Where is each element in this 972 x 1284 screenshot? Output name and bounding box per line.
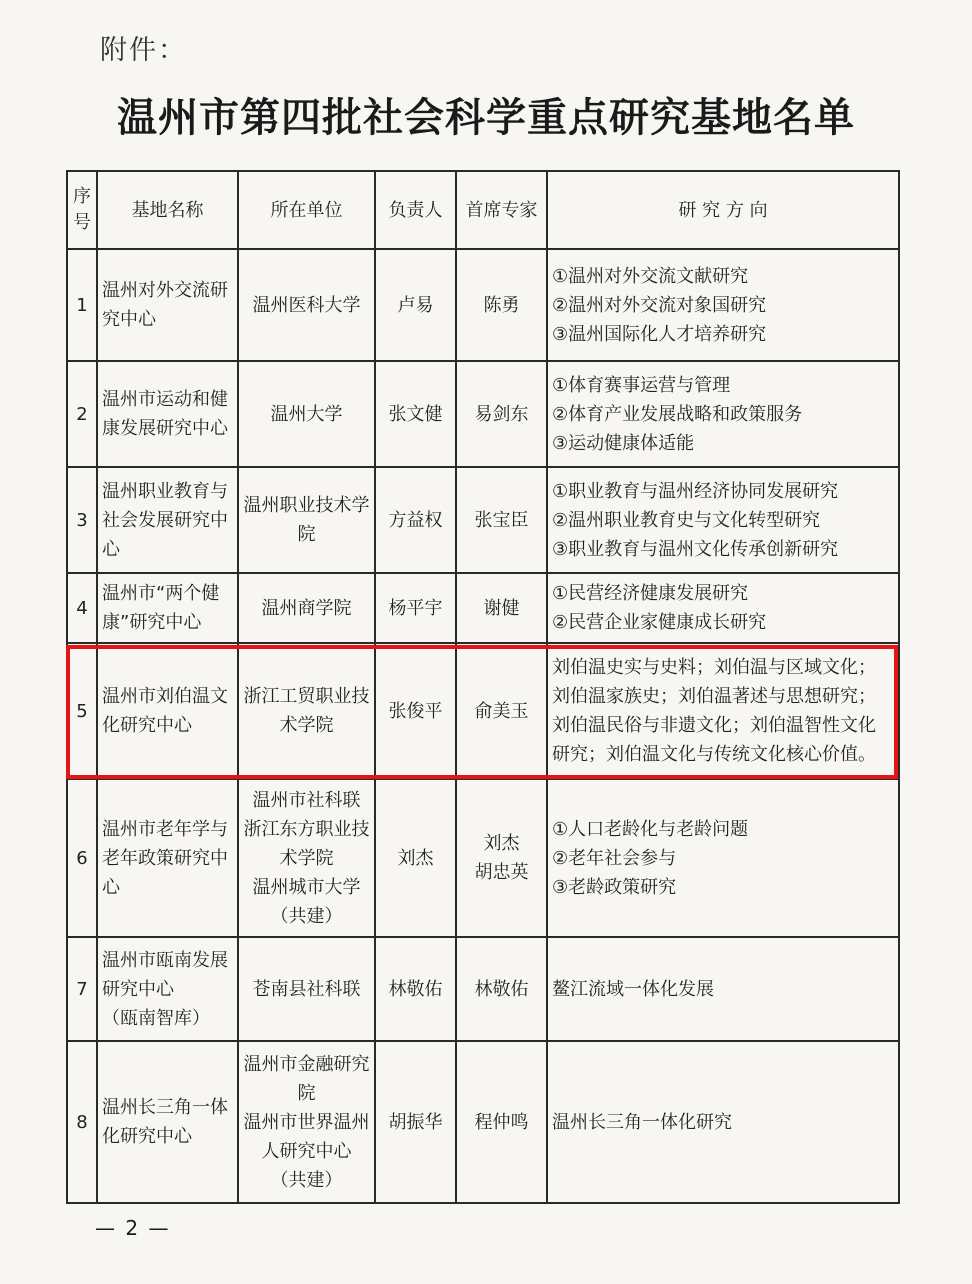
cell-base-name-line: 究中心 <box>102 309 156 330</box>
cell-research-direction <box>547 779 899 937</box>
cell-base-name-line: 化研究中心 <box>102 1126 192 1147</box>
cell-base-name-line: 温州市老年学与 <box>102 818 228 840</box>
cell-leader-line: 杨平宇 <box>388 597 443 619</box>
cell-leader <box>375 937 456 1041</box>
cell-research-direction <box>547 467 899 573</box>
cell-research-direction-line: ③老龄政策研究 <box>552 876 677 898</box>
cell-leader <box>375 779 456 937</box>
cell-chief-expert-line: 刘杰 <box>483 833 520 854</box>
cell-research-direction-line: 刘伯温家族史；刘伯温著述与思想研究； <box>552 686 876 707</box>
header-chief-expert: 首席专家 <box>456 171 547 249</box>
cell-research-direction-line: ②老年社会参与 <box>552 847 677 869</box>
cell-base-name-line: 温州市瓯南发展 <box>102 949 228 971</box>
cell-research-direction-line: ①人口老龄化与老龄问题 <box>552 818 749 840</box>
cell-base-name-line: 心 <box>102 538 120 560</box>
cell-base-name-line: 化研究中心 <box>102 715 192 736</box>
cell-unit-line: 温州职业技术学 <box>243 495 370 516</box>
cell-no: 8 <box>67 1041 97 1203</box>
cell-research-direction <box>547 361 899 467</box>
cell-research-direction <box>547 573 899 643</box>
cell-leader-line: 林敬佑 <box>388 978 443 1000</box>
cell-leader-line: 卢易 <box>397 294 434 316</box>
table-row <box>67 249 899 361</box>
table-row <box>67 779 899 937</box>
cell-base-name <box>97 361 238 467</box>
cell-unit-line: 温州市世界温州 <box>243 1111 370 1133</box>
document-title: 温州市第四批社会科学重点研究基地名单 <box>117 95 855 141</box>
cell-unit-line: 术学院 <box>279 715 334 736</box>
cell-no: 7 <box>67 937 97 1041</box>
cell-research-direction <box>547 937 899 1041</box>
header-leader: 负责人 <box>375 171 456 249</box>
cell-research-direction <box>547 249 899 361</box>
cell-chief-expert <box>456 249 547 361</box>
cell-unit <box>238 937 375 1041</box>
cell-leader-line: 张文健 <box>388 403 443 425</box>
cell-base-name-line: 康”研究中心 <box>102 612 202 633</box>
table-row <box>67 643 899 779</box>
cell-research-direction-line: 研究；刘伯温文化与传统文化核心价值。 <box>552 744 876 765</box>
cell-chief-expert <box>456 573 547 643</box>
cell-unit-line: 温州城市大学 <box>252 876 361 898</box>
cell-chief-expert <box>456 1041 547 1203</box>
cell-chief-expert <box>456 467 547 573</box>
cell-research-direction-line: 鳌江流域一体化发展 <box>552 978 714 1000</box>
cell-unit-line: 温州市金融研究 <box>243 1053 370 1075</box>
cell-research-direction-line: ②民营企业家健康成长研究 <box>552 612 767 633</box>
cell-leader <box>375 361 456 467</box>
table-row <box>67 467 899 573</box>
cell-unit <box>238 249 375 361</box>
cell-base-name-line: 温州市“两个健 <box>102 583 220 604</box>
cell-base-name-line: 温州职业教育与 <box>102 480 228 502</box>
research-base-table <box>66 170 900 1204</box>
cell-base-name <box>97 249 238 361</box>
cell-research-direction-line: 刘伯温史实与史料；刘伯温与区域文化； <box>552 657 876 678</box>
cell-chief-expert-line: 张宝臣 <box>474 509 529 531</box>
cell-unit-line: 浙江工贸职业技 <box>243 686 370 707</box>
cell-base-name-line: 温州长三角一体 <box>102 1097 228 1118</box>
table-row <box>67 573 899 643</box>
cell-research-direction-line: ②温州对外交流对象国研究 <box>552 294 767 316</box>
cell-base-name <box>97 937 238 1041</box>
cell-unit-line: 术学院 <box>279 847 334 869</box>
cell-no: 3 <box>67 467 97 573</box>
cell-chief-expert-line: 易剑东 <box>474 403 529 425</box>
cell-research-direction <box>547 1041 899 1203</box>
header-base-name: 基地名称 <box>97 171 238 249</box>
cell-base-name <box>97 643 238 779</box>
cell-research-direction-line: ①体育赛事运营与管理 <box>552 374 731 396</box>
cell-research-direction-line: ②温州职业教育史与文化转型研究 <box>552 509 821 531</box>
cell-leader <box>375 249 456 361</box>
cell-research-direction-line: 温州长三角一体化研究 <box>552 1111 732 1133</box>
cell-unit-line: 院 <box>297 524 316 545</box>
cell-research-direction-line: 刘伯温民俗与非遗文化；刘伯温智性文化 <box>552 715 876 736</box>
header-unit: 所在单位 <box>238 171 375 249</box>
cell-chief-expert-line: 林敬佑 <box>474 978 529 1000</box>
cell-no: 5 <box>67 643 97 779</box>
cell-research-direction <box>547 643 899 779</box>
cell-base-name-line: 社会发展研究中 <box>102 509 228 531</box>
cell-base-name-line: 温州市运动和健 <box>102 389 228 410</box>
cell-chief-expert-line: 俞美玉 <box>474 700 529 722</box>
cell-unit-line: 温州大学 <box>270 403 343 425</box>
cell-leader <box>375 643 456 779</box>
cell-base-name <box>97 779 238 937</box>
cell-chief-expert-line: 胡忠英 <box>474 862 529 883</box>
attachment-label: 附件： <box>100 35 187 66</box>
cell-unit <box>238 573 375 643</box>
cell-unit <box>238 361 375 467</box>
cell-unit-line: 人研究中心 <box>261 1140 352 1162</box>
cell-leader <box>375 573 456 643</box>
cell-chief-expert <box>456 361 547 467</box>
table-row <box>67 361 899 467</box>
cell-base-name-line: 温州对外交流研 <box>102 280 228 301</box>
cell-unit-line: （共建） <box>270 1169 343 1191</box>
cell-research-direction-line: ③运动健康体适能 <box>552 432 695 454</box>
header-research-direction: 研 究 方 向 <box>547 171 899 249</box>
cell-leader-line: 刘杰 <box>397 847 434 869</box>
table-row <box>67 937 899 1041</box>
cell-base-name-line: 康发展研究中心 <box>102 418 228 439</box>
cell-unit <box>238 643 375 779</box>
cell-leader <box>375 467 456 573</box>
cell-research-direction-line: ②体育产业发展战略和政策服务 <box>552 403 803 425</box>
cell-chief-expert-line: 陈勇 <box>483 294 520 316</box>
cell-unit <box>238 467 375 573</box>
cell-research-direction-line: ①职业教育与温州经济协同发展研究 <box>552 480 839 502</box>
cell-base-name <box>97 1041 238 1203</box>
cell-base-name-line: （瓯南智库） <box>102 1007 210 1029</box>
cell-base-name-line: 老年政策研究中 <box>102 847 228 869</box>
cell-unit-line: 苍南县社科联 <box>252 978 361 1000</box>
cell-base-name <box>97 573 238 643</box>
cell-no: 2 <box>67 361 97 467</box>
cell-base-name-line: 研究中心 <box>102 978 174 1000</box>
cell-chief-expert <box>456 937 547 1041</box>
cell-chief-expert <box>456 643 547 779</box>
cell-unit-line: 温州市社科联 <box>252 789 361 811</box>
cell-unit <box>238 1041 375 1203</box>
page-number: — 2 — <box>95 1216 171 1240</box>
cell-research-direction-line: ①温州对外交流文献研究 <box>552 265 749 287</box>
cell-research-direction-line: ①民营经济健康发展研究 <box>552 583 749 604</box>
cell-leader-line: 胡振华 <box>388 1111 443 1133</box>
cell-unit-line: 温州医科大学 <box>252 294 361 316</box>
cell-unit-line: 浙江东方职业技 <box>243 818 370 840</box>
cell-research-direction-line: ③职业教育与温州文化传承创新研究 <box>552 538 839 560</box>
cell-unit-line: 院 <box>297 1082 316 1104</box>
header-no: 序号 <box>67 171 97 249</box>
table-header-row <box>67 171 899 249</box>
cell-base-name <box>97 467 238 573</box>
cell-leader <box>375 1041 456 1203</box>
table-row <box>67 1041 899 1203</box>
cell-no: 4 <box>67 573 97 643</box>
cell-chief-expert-line: 程仲鸣 <box>474 1111 529 1133</box>
cell-leader-line: 张俊平 <box>388 700 443 722</box>
cell-base-name-line: 温州市刘伯温文 <box>102 686 228 707</box>
cell-base-name-line: 心 <box>102 876 120 898</box>
cell-unit-line: （共建） <box>270 905 343 927</box>
cell-leader-line: 方益权 <box>388 509 443 531</box>
cell-chief-expert-line: 谢健 <box>483 597 520 619</box>
cell-no: 6 <box>67 779 97 937</box>
cell-no: 1 <box>67 249 97 361</box>
cell-chief-expert <box>456 779 547 937</box>
cell-unit-line: 温州商学院 <box>261 597 352 619</box>
cell-research-direction-line: ③温州国际化人才培养研究 <box>552 323 767 345</box>
cell-unit <box>238 779 375 937</box>
